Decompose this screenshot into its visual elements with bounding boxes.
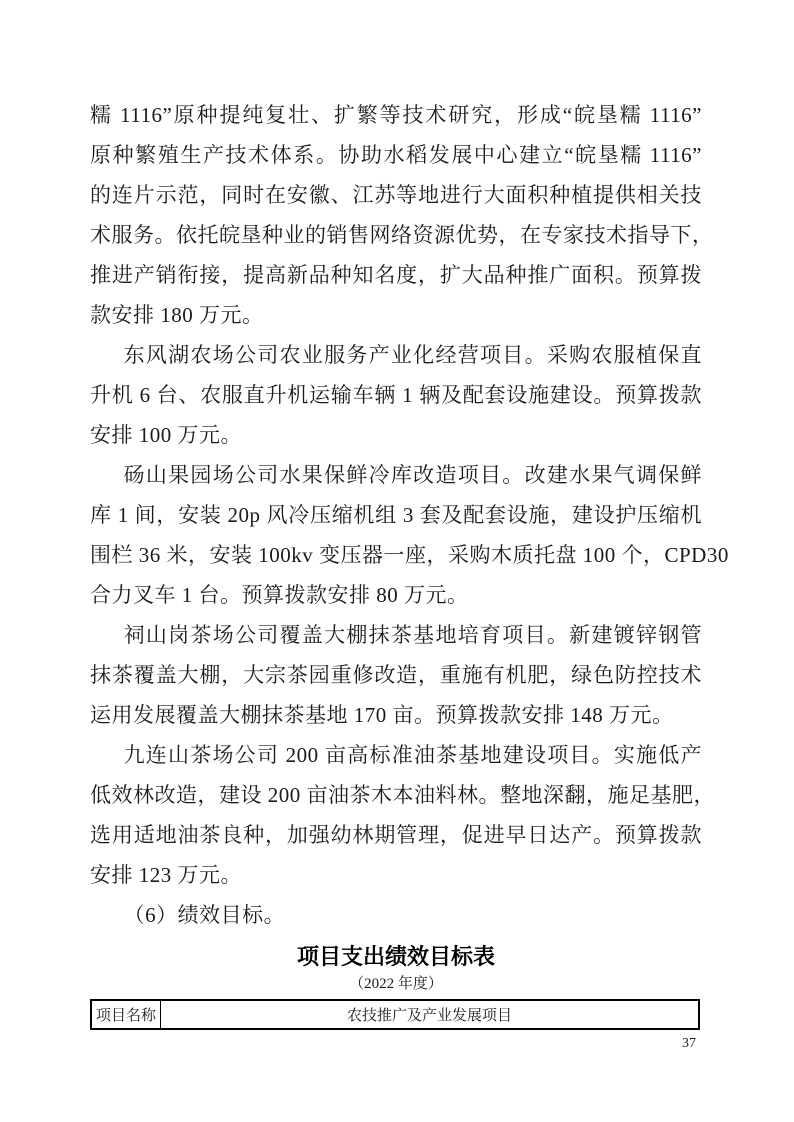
table-cell-project-name-value: 农技推广及产业发展项目 xyxy=(161,1000,699,1029)
body-line: 款安排 180 万元。 xyxy=(90,303,264,327)
body-text xyxy=(90,0,729,935)
table-cell-project-name-label: 项目名称 xyxy=(91,1000,161,1029)
performance-table-subtitle: （2022 年度） xyxy=(349,976,443,992)
page-content-area xyxy=(90,0,729,1122)
body-line: 升机 6 台、农服直升机运输车辆 1 辆及配套设施建设。预算拨款 xyxy=(90,383,702,407)
performance-table-title: 项目支出绩效目标表 xyxy=(296,944,495,969)
table-row xyxy=(91,1000,699,1029)
body-line: 原种繁殖生产技术体系。协助水稻发展中心建立“皖垦糯 1116” xyxy=(90,143,702,167)
body-line: 的连片示范，同时在安徽、江苏等地进行大面积种植提供相关技 xyxy=(90,183,702,207)
body-line: 糯 1116”原种提纯复壮、扩繁等技术研究，形成“皖垦糯 1116” xyxy=(90,103,702,127)
body-line: 推进产销衔接，提高新品种知名度，扩大品种推广面积。预算拨 xyxy=(90,263,702,287)
body-line: 围栏 36 米，安装 100kv 变压器一座，采购木质托盘 100 个，CPD30 xyxy=(90,543,729,567)
section-heading-line: （6）绩效目标。 xyxy=(123,903,286,927)
body-line: 砀山果园场公司水果保鲜冷库改造项目。改建水果气调保鲜 xyxy=(123,463,702,487)
body-line: 合力叉车 1 台。预算拨款安排 80 万元。 xyxy=(90,583,469,607)
body-line: 东风湖农场公司农业服务产业化经营项目。采购农服植保直 xyxy=(123,343,702,367)
body-line: 术服务。依托皖垦种业的销售网络资源优势，在专家技术指导下， xyxy=(90,223,714,247)
body-line: 库 1 间，安装 20p 风冷压缩机组 3 套及配套设施，建设护压缩机 xyxy=(90,503,702,527)
body-line: 选用适地油茶良种，加强幼林期管理，促进早日达产。预算拨款 xyxy=(90,823,702,847)
body-line: 安排 123 万元。 xyxy=(90,863,242,887)
body-line: 安排 100 万元。 xyxy=(90,423,242,447)
performance-goal-table xyxy=(90,999,700,1030)
body-line: 低效林改造，建设 200 亩油茶木本油料林。整地深翻，施足基肥， xyxy=(90,783,715,807)
body-line: 抹茶覆盖大棚，大宗茶园重修改造，重施有机肥，绿色防控技术 xyxy=(90,663,702,687)
body-line: 祠山岗茶场公司覆盖大棚抹茶基地培育项目。新建镀锌钢管 xyxy=(123,623,702,647)
body-line: 九连山茶场公司 200 亩高标准油茶基地建设项目。实施低产 xyxy=(123,743,702,767)
page-number: 37 xyxy=(682,1036,696,1051)
body-line: 运用发展覆盖大棚抹茶基地 170 亩。预算拨款安排 148 万元。 xyxy=(90,703,674,727)
